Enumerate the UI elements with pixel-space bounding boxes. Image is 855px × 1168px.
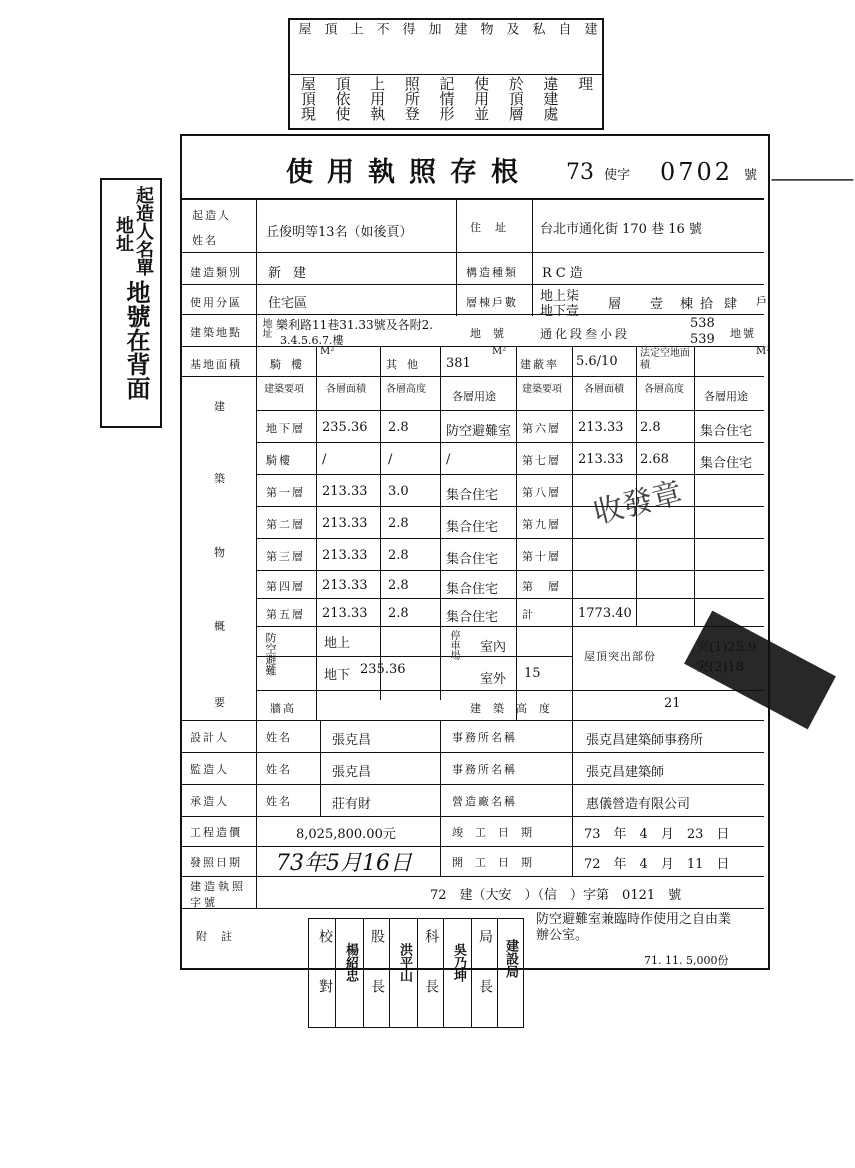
stamp-col: 加 bbox=[425, 22, 441, 35]
floor-area: 213.33 bbox=[322, 578, 368, 593]
rule bbox=[572, 376, 573, 720]
person-role: 設計人 bbox=[190, 731, 229, 744]
head-use: 各層用途 bbox=[452, 390, 496, 403]
head-use-right: 各層用途 bbox=[704, 390, 748, 403]
cost-value: 8,025,800.00元 bbox=[296, 827, 396, 842]
rule bbox=[694, 376, 695, 626]
sign-cell: 股長 bbox=[369, 929, 385, 1029]
floor-name-right: 計 bbox=[522, 608, 535, 621]
rule bbox=[182, 284, 764, 285]
note-col-2: 地址 bbox=[113, 216, 134, 252]
site-lot-1: 538 bbox=[690, 316, 715, 331]
person-office-label: 事務所名稱 bbox=[452, 731, 517, 744]
rule bbox=[182, 720, 764, 721]
rule bbox=[182, 816, 764, 817]
stamp-col: 違建處 bbox=[541, 76, 560, 121]
rule bbox=[182, 376, 764, 377]
floor-name: 第五層 bbox=[266, 608, 305, 621]
floor-height-right: 2.8 bbox=[640, 420, 661, 435]
area-qilou: 騎樓 bbox=[270, 358, 312, 371]
legal-open-area-label: 法定空地面積 bbox=[640, 348, 690, 371]
floor-area: 213.33 bbox=[322, 548, 368, 563]
floor-name: 第一層 bbox=[266, 486, 305, 499]
floor-use: 集合住宅 bbox=[446, 552, 499, 567]
stamp-col: 頂 bbox=[321, 22, 337, 35]
parking-outdoor: 室外 bbox=[480, 672, 507, 687]
area-m2: M² bbox=[492, 346, 507, 357]
sign-cell: 科長 bbox=[423, 929, 439, 1029]
floor-use: / bbox=[446, 452, 451, 467]
parking-outdoor-value: 15 bbox=[524, 666, 541, 681]
area-label: 基地面積 bbox=[190, 358, 242, 371]
floor-name: 第四層 bbox=[266, 580, 305, 593]
rule bbox=[636, 346, 637, 376]
wall-label: 牆高 bbox=[270, 702, 296, 715]
rule bbox=[316, 346, 317, 376]
stamp-col: 記情形 bbox=[437, 76, 456, 121]
floors-shi: 拾 bbox=[700, 297, 714, 312]
floors-yi: 壹 bbox=[650, 297, 664, 312]
rule bbox=[380, 346, 381, 376]
signoff-grid bbox=[308, 918, 524, 1028]
ratio-value: 5.6/10 bbox=[576, 354, 618, 369]
floor-name-right: 第七層 bbox=[522, 454, 561, 467]
roof-label: 屋頂突出部份 bbox=[584, 650, 656, 663]
rule bbox=[516, 376, 517, 720]
head-area-right: 各層面積 bbox=[584, 384, 624, 395]
sign-cell: 局長 bbox=[477, 929, 493, 1029]
rule bbox=[320, 720, 321, 816]
floor-height: 2.8 bbox=[388, 548, 409, 563]
person-name: 張克昌 bbox=[332, 733, 372, 748]
floor-area: 235.36 bbox=[322, 420, 368, 435]
zone-label: 使用分區 bbox=[190, 296, 242, 309]
start-label: 開工日期 bbox=[452, 856, 544, 869]
area-qita-value: 381 bbox=[446, 356, 471, 371]
stamp-col: 屋 bbox=[295, 22, 311, 35]
area-m2: M² bbox=[756, 346, 771, 357]
rule bbox=[256, 198, 257, 908]
floor-use: 防空避難室 bbox=[446, 424, 512, 439]
floors-si: 肆 bbox=[724, 297, 738, 312]
floors-ceng: 層 bbox=[608, 297, 622, 312]
stamp-col: 照所登 bbox=[402, 76, 421, 121]
owner-label: 起造人 bbox=[192, 209, 231, 222]
stamp-col: 理 bbox=[576, 76, 595, 91]
stamp-col: 建 bbox=[451, 22, 467, 35]
floors-below: 地下壹 bbox=[540, 304, 580, 319]
owner-address-label: 住址 bbox=[470, 221, 520, 234]
rule bbox=[440, 720, 441, 876]
rule bbox=[516, 346, 517, 376]
rule bbox=[694, 346, 695, 376]
floor-area: / bbox=[322, 452, 327, 467]
floor-area: 213.33 bbox=[322, 606, 368, 621]
floor-name: 第二層 bbox=[266, 518, 305, 531]
floor-use: 集合住宅 bbox=[446, 582, 499, 597]
bldg-height: 21 bbox=[664, 696, 681, 711]
floor-height: 2.8 bbox=[388, 516, 409, 531]
site-address-2: 3.4.5.6.7.樓 bbox=[280, 334, 344, 347]
zone-value: 住宅區 bbox=[268, 296, 308, 311]
floor-name: 騎樓 bbox=[266, 454, 292, 467]
stamp-col: 上用執 bbox=[368, 76, 387, 121]
floor-name-right: 第 層 bbox=[522, 580, 561, 593]
parking-indoor: 室內 bbox=[480, 640, 507, 655]
done-label: 竣工日期 bbox=[452, 826, 544, 839]
stamp-col: 上 bbox=[347, 22, 363, 35]
permit-hao: 號 bbox=[744, 168, 758, 183]
area-m2: M² bbox=[320, 346, 335, 357]
owner-list-note bbox=[100, 178, 162, 428]
rule bbox=[256, 626, 764, 627]
permit-label: 建造執照字號 bbox=[190, 880, 246, 909]
rule bbox=[572, 346, 573, 376]
margin-mark: ⸻ bbox=[770, 158, 855, 198]
floor-area-right: 213.33 bbox=[578, 420, 624, 435]
rule bbox=[256, 474, 764, 475]
person-role: 監造人 bbox=[190, 763, 229, 776]
rule bbox=[532, 198, 533, 316]
note-col-3: 地號在背面 bbox=[122, 280, 151, 400]
parking-label: 停車場 bbox=[448, 630, 459, 660]
rule bbox=[256, 598, 764, 599]
stamp-col: 屋頂現 bbox=[298, 76, 317, 121]
floor-name: 地下層 bbox=[266, 422, 305, 435]
bldg-side-label: 概 bbox=[214, 620, 227, 633]
struct-value: RC造 bbox=[542, 266, 587, 281]
top-restriction-stamp bbox=[288, 18, 604, 130]
stamp-col: 頂依使 bbox=[333, 76, 352, 121]
rule bbox=[256, 570, 764, 571]
bldg-side-label: 建 bbox=[214, 400, 227, 413]
floor-area: 213.33 bbox=[322, 484, 368, 499]
shelter-down: 地下 bbox=[324, 668, 351, 683]
rule bbox=[182, 784, 764, 785]
dihao-label: 地號 bbox=[470, 327, 516, 340]
sign-name: 吳乃坤 bbox=[451, 943, 466, 982]
person-office: 張克昌建築師 bbox=[586, 765, 665, 780]
stamp-col: 得 bbox=[399, 22, 415, 35]
rule bbox=[440, 346, 441, 376]
floor-area-right: 1773.40 bbox=[578, 606, 632, 621]
person-role: 承造人 bbox=[190, 795, 229, 808]
floors-label: 層棟戶數 bbox=[466, 296, 518, 309]
stamp-col: 物 bbox=[477, 22, 493, 35]
head-area: 各層面積 bbox=[326, 384, 366, 395]
floors-hu: 戶 bbox=[756, 295, 767, 308]
owner-name: 丘俊明等13名（如後頁） bbox=[266, 225, 413, 240]
floor-use: 集合住宅 bbox=[446, 520, 499, 535]
stamp-col: 於頂層 bbox=[506, 76, 525, 121]
rule bbox=[572, 720, 573, 876]
floor-name: 第三層 bbox=[266, 550, 305, 563]
permit-year: 73 bbox=[566, 160, 594, 185]
issue-label: 發照日期 bbox=[190, 856, 242, 869]
bldg-side-label: 要 bbox=[214, 696, 227, 709]
site-lot-2: 539 bbox=[690, 332, 715, 347]
cost-label: 工程造價 bbox=[190, 826, 242, 839]
floor-name-right: 第八層 bbox=[522, 486, 561, 499]
floor-name-right: 第九層 bbox=[522, 518, 561, 531]
note-line-1: 防空避難室兼臨時作使用之自由業 bbox=[536, 912, 732, 927]
bldg-height-label: 建築高度 bbox=[470, 702, 562, 715]
person-name-label: 姓名 bbox=[266, 731, 292, 744]
floor-use-right: 集合住宅 bbox=[700, 424, 753, 439]
floors-dong: 棟 bbox=[680, 297, 694, 312]
head-height-right: 各層高度 bbox=[644, 384, 684, 395]
floor-use: 集合住宅 bbox=[446, 488, 499, 503]
rule bbox=[256, 538, 764, 539]
rule bbox=[182, 752, 764, 753]
owner-address: 台北市通化街 170 巷 16 號 bbox=[540, 222, 702, 237]
start-date: 72 年 4 月 11 日 bbox=[584, 857, 730, 872]
person-name: 張克昌 bbox=[332, 765, 372, 780]
note-col-1: 起造人名單 bbox=[133, 186, 154, 276]
floor-use-right: 集合住宅 bbox=[700, 456, 753, 471]
ratio-label: 建蔽率 bbox=[520, 358, 559, 371]
head-item-right: 建築要項 bbox=[522, 384, 562, 395]
owner-name-label: 姓名 bbox=[192, 234, 218, 247]
area-qita-label: 其他 bbox=[386, 358, 428, 371]
floor-height: 2.8 bbox=[388, 420, 409, 435]
person-name: 莊有財 bbox=[332, 797, 372, 812]
site-dizhi: 地址 bbox=[260, 318, 271, 338]
floor-name-right: 第六層 bbox=[522, 422, 561, 435]
handwritten-mark: 收發章 bbox=[589, 475, 686, 532]
site-section: 通化段叁小段 bbox=[540, 327, 631, 341]
permit-number: 0702 bbox=[660, 158, 734, 186]
person-office-label: 營造廠名稱 bbox=[452, 795, 517, 808]
print-run: 71. 11. 5,000份 bbox=[644, 954, 729, 967]
person-office: 惠儀營造有限公司 bbox=[586, 797, 691, 812]
sign-name: 楊紹忠 bbox=[343, 943, 358, 982]
sign-name: 洪平山 bbox=[397, 943, 412, 982]
stamp-col: 不 bbox=[373, 22, 389, 35]
sign-cell: 校對 bbox=[317, 929, 333, 1029]
stamp-col: 自 bbox=[555, 22, 571, 35]
floor-area: 213.33 bbox=[322, 516, 368, 531]
type-value: 新建 bbox=[268, 266, 319, 281]
floor-height: 3.0 bbox=[388, 484, 409, 499]
stamp-col: 私 bbox=[529, 22, 545, 35]
rule bbox=[256, 410, 764, 411]
bldg-side-label: 築 bbox=[214, 472, 227, 485]
rule bbox=[456, 198, 457, 316]
rule bbox=[316, 376, 317, 720]
note-label: 附註 bbox=[196, 930, 246, 943]
person-office: 張克昌建築師事務所 bbox=[586, 733, 704, 748]
rule bbox=[256, 656, 572, 657]
stamp-col: 使用並 bbox=[472, 76, 491, 121]
sign-stamp: 建設局 bbox=[503, 939, 518, 978]
site-label: 建築地點 bbox=[190, 326, 242, 339]
issue-date: 73年5月16日 bbox=[276, 851, 412, 876]
permit-value: 72 建（大安 ）（信 ）字第 0121 號 bbox=[430, 888, 682, 903]
floor-area-right: 213.33 bbox=[578, 452, 624, 467]
rule bbox=[182, 876, 764, 877]
site-address-1: 樂利路11巷31.33號及各附2. bbox=[276, 318, 434, 332]
rule bbox=[256, 442, 764, 443]
done-date: 73 年 4 月 23 日 bbox=[584, 827, 730, 842]
floor-use: 集合住宅 bbox=[446, 610, 499, 625]
shelter-down-value: 235.36 bbox=[360, 662, 406, 677]
rule bbox=[256, 506, 764, 507]
floor-height-right: 2.68 bbox=[640, 452, 669, 467]
site-dihao-2: 地號 bbox=[730, 327, 756, 340]
rule bbox=[182, 314, 764, 315]
head-item: 建築要項 bbox=[264, 384, 304, 395]
floors-above: 地上柒 bbox=[540, 289, 580, 304]
person-name-label: 姓名 bbox=[266, 795, 292, 808]
rule bbox=[182, 252, 764, 253]
floor-height: 2.8 bbox=[388, 578, 409, 593]
bldg-side-label: 物 bbox=[214, 546, 227, 559]
person-office-label: 事務所名稱 bbox=[452, 763, 517, 776]
stamp-col: 及 bbox=[503, 22, 519, 35]
permit-zi: 使字 bbox=[604, 168, 631, 183]
person-name-label: 姓名 bbox=[266, 763, 292, 776]
floor-name-right: 第十層 bbox=[522, 550, 561, 563]
form-title: 使用執照存根 bbox=[286, 157, 532, 188]
floor-height: / bbox=[388, 452, 393, 467]
head-height: 各層高度 bbox=[386, 384, 426, 395]
stamp-col: 建 bbox=[581, 22, 597, 35]
rule bbox=[182, 346, 764, 347]
type-label: 建造類別 bbox=[190, 266, 242, 279]
rule bbox=[256, 690, 764, 691]
floor-height: 2.8 bbox=[388, 606, 409, 621]
shelter-label: 防空避難 bbox=[264, 632, 277, 676]
note-line-2: 辦公室。 bbox=[536, 928, 589, 943]
rule bbox=[182, 846, 764, 847]
shelter-up: 地上 bbox=[324, 636, 351, 651]
struct-label: 構造種類 bbox=[466, 266, 518, 279]
